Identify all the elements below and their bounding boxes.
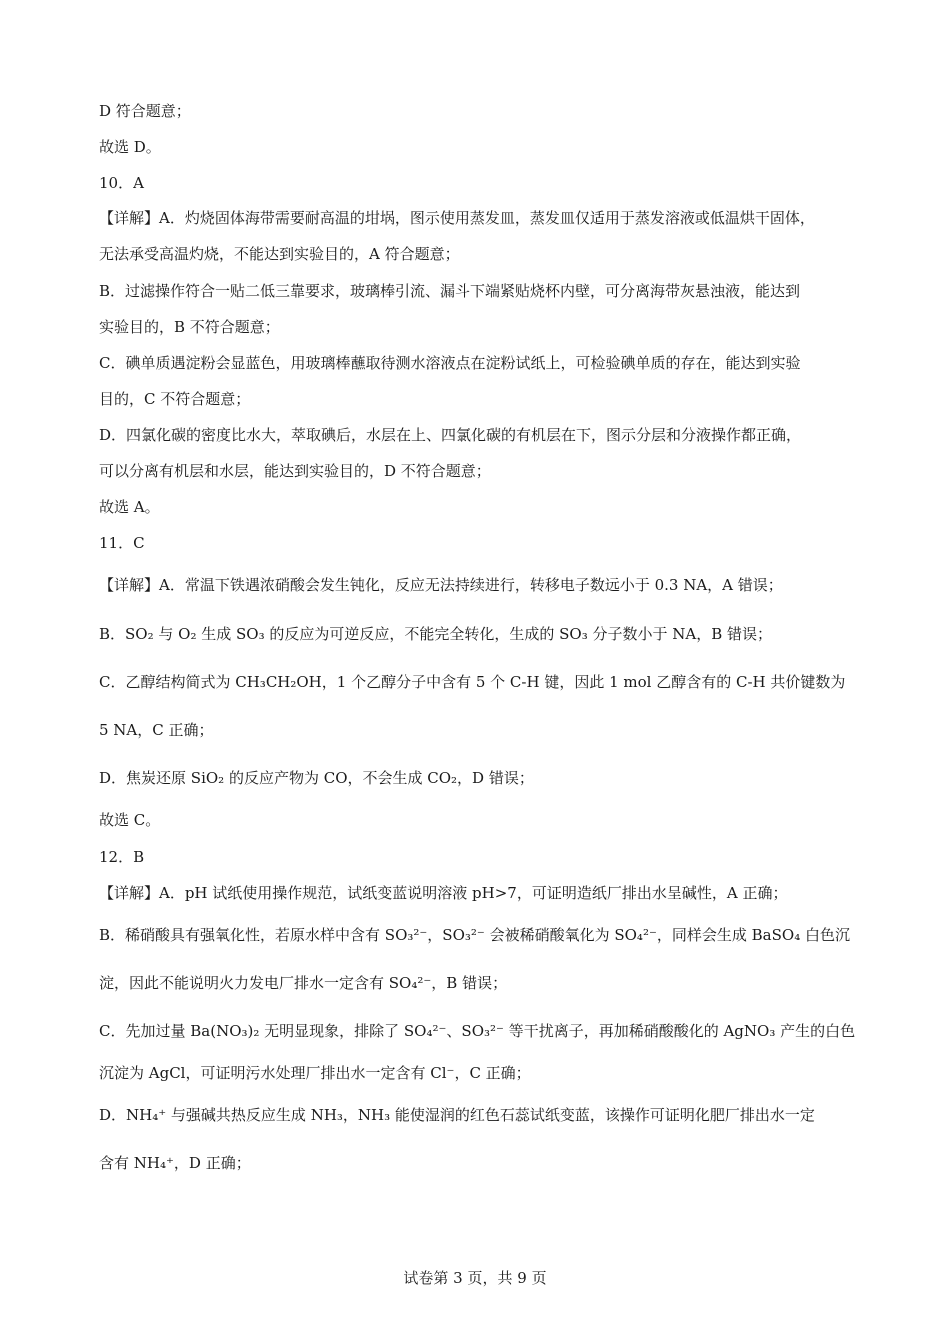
text-line: B．SO₂ 与 O₂ 生成 SO₃ 的反应为可逆反应，不能完全转化，生成的 SO₃ 分子数小于 NA，B 错误； xyxy=(99,625,772,643)
text-line: D 符合题意； xyxy=(99,102,191,120)
text-line: D．NH₄⁺ 与强碱共热反应生成 NH₃，NH₃ 能使湿润的红色石蕊试纸变蓝，该操作可证明化肥厂排出水一定 xyxy=(99,1106,815,1124)
text-line: 【详解】A．灼烧固体海带需要耐高温的坩埚，图示使用蒸发皿，蒸发皿仅适用于蒸发溶液或低温烘干固体， xyxy=(99,209,815,227)
text-line: 可以分离有机层和水层，能达到实验目的，D 不符合题意； xyxy=(99,462,491,480)
text-line: B．过滤操作符合一贴二低三靠要求，玻璃棒引流、漏斗下端紧贴烧杯内壁，可分离海带灰悬浊液，能达到 xyxy=(99,282,801,300)
question-number: 10．A xyxy=(99,174,144,192)
text-line: 沉淀为 AgCl，可证明污水处理厂排出水一定含有 Cl⁻，C 正确； xyxy=(99,1064,531,1082)
page-footer: 试卷第 3 页，共 9 页 xyxy=(403,1269,547,1287)
text-line: C．乙醇结构简式为 CH₃CH₂OH，1 个乙醇分子中含有 5 个 C-H 键，因此 1 mol 乙醇含有的 C-H 共价键数为 xyxy=(99,673,846,691)
text-line: 【详解】A．pH 试纸使用操作规范，试纸变蓝说明溶液 pH>7，可证明造纸厂排出水呈碱性，A 正确； xyxy=(99,884,788,902)
question-number: 12．B xyxy=(99,848,145,866)
text-line: 含有 NH₄⁺，D 正确； xyxy=(99,1154,251,1172)
text-line: 故选 A。 xyxy=(99,498,160,516)
text-line: D．四氯化碳的密度比水大，萃取碘后，水层在上、四氯化碳的有机层在下，图示分层和分液操作都正确， xyxy=(99,426,802,444)
text-line: 故选 D。 xyxy=(99,138,161,156)
text-line: 无法承受高温灼烧，不能达到实验目的，A 符合题意； xyxy=(99,245,460,263)
question-number: 11．C xyxy=(99,534,145,552)
text-line: 目的，C 不符合题意； xyxy=(99,390,251,408)
text-line: C．先加过量 Ba(NO₃)₂ 无明显现象，排除了 SO₄²⁻、SO₃²⁻ 等干扰离子，再加稀硝酸酸化的 AgNO₃ 产生的白色 xyxy=(99,1022,856,1040)
text-line: C．碘单质遇淀粉会显蓝色，用玻璃棒蘸取待测水溶液点在淀粉试纸上，可检验碘单质的存在，能达到实验 xyxy=(99,354,801,372)
text-line: B．稀硝酸具有强氧化性，若原水样中含有 SO₃²⁻，SO₃²⁻ 会被稀硝酸氧化为 SO₄²⁻，同样会生成 BaSO₄ 白色沉 xyxy=(99,926,850,944)
text-line: 【详解】A．常温下铁遇浓硝酸会发生钝化，反应无法持续进行，转移电子数远小于 0.3 NA，A 错误； xyxy=(99,576,783,594)
text-line: D．焦炭还原 SiO₂ 的反应产物为 CO，不会生成 CO₂，D 错误； xyxy=(99,769,534,787)
text-line: 淀，因此不能说明火力发电厂排水一定含有 SO₄²⁻，B 错误； xyxy=(99,974,508,992)
text-line: 实验目的，B 不符合题意； xyxy=(99,318,280,336)
text-line: 故选 C。 xyxy=(99,811,161,829)
text-line: 5 NA，C 正确； xyxy=(99,721,214,739)
